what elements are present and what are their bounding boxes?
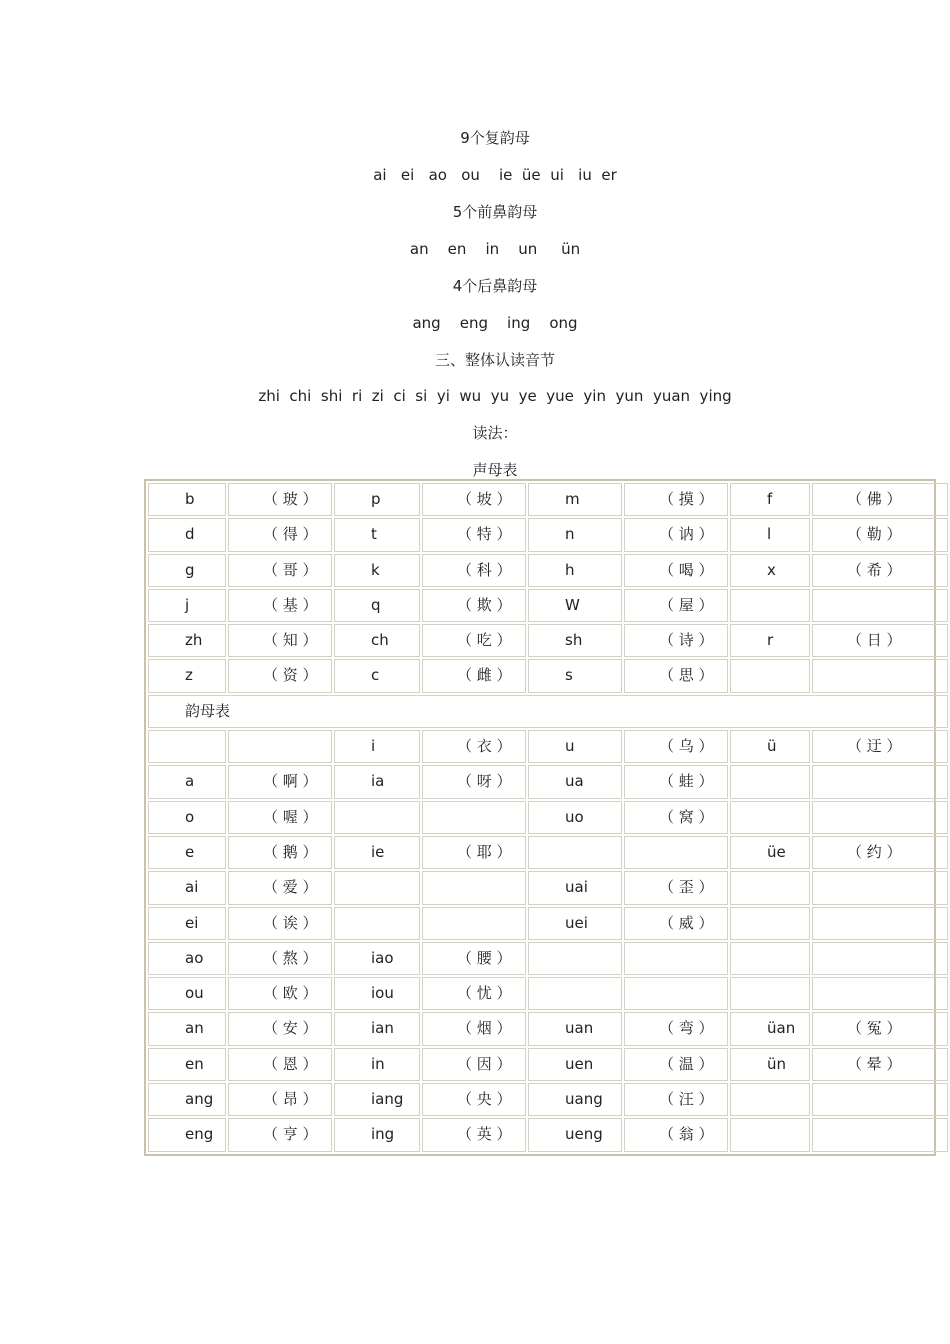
hanzi-cell: （ 欺 ） xyxy=(422,589,526,622)
hanzi-cell xyxy=(812,589,948,622)
table-row xyxy=(148,871,948,904)
yunmu-table-title: 韵母表 xyxy=(148,695,948,728)
hanzi-cell xyxy=(812,659,948,692)
hanzi-cell: （ 耶 ） xyxy=(422,836,526,869)
pinyin-cell: j xyxy=(148,589,226,622)
hanzi-cell: （ 勒 ） xyxy=(812,518,948,551)
hanzi-cell: （ 讷 ） xyxy=(624,518,728,551)
hanzi-cell: （ 忧 ） xyxy=(422,977,526,1010)
pinyin-cell: d xyxy=(148,518,226,551)
hanzi-cell: （ 温 ） xyxy=(624,1048,728,1081)
pinyin-cell: b xyxy=(148,483,226,516)
hanzi-cell xyxy=(422,907,526,940)
pinyin-cell: z xyxy=(148,659,226,692)
table-row xyxy=(148,977,948,1010)
pinyin-cell xyxy=(730,765,810,798)
pinyin-cell: l xyxy=(730,518,810,551)
table-row xyxy=(148,483,948,516)
pinyin-cell: ü xyxy=(730,730,810,763)
pinyin-cell: t xyxy=(334,518,420,551)
pinyin-cell: uo xyxy=(528,801,622,834)
table-row xyxy=(148,589,948,622)
heading-line: ai ei ao ou ie üe ui iu er xyxy=(373,166,617,184)
pinyin-cell xyxy=(334,907,420,940)
heading-line: 读法： xyxy=(472,424,518,442)
hanzi-cell: （ 恩 ） xyxy=(228,1048,332,1081)
pinyin-cell: ia xyxy=(334,765,420,798)
pinyin-cell: k xyxy=(334,554,420,587)
table-row xyxy=(148,907,948,940)
pinyin-cell: e xyxy=(148,836,226,869)
pinyin-cell: m xyxy=(528,483,622,516)
pinyin-cell: q xyxy=(334,589,420,622)
hanzi-cell: （ 摸 ） xyxy=(624,483,728,516)
table-row xyxy=(148,1083,948,1116)
hanzi-cell: （ 蛙 ） xyxy=(624,765,728,798)
heading-line: zhi chi shi ri zi ci si yi wu yu ye yue yin yun yuan ying xyxy=(258,387,732,405)
table-row xyxy=(148,942,948,975)
pinyin-cell: ün xyxy=(730,1048,810,1081)
pinyin-cell xyxy=(730,977,810,1010)
hanzi-cell: （ 哥 ） xyxy=(228,554,332,587)
hanzi-cell: （ 安 ） xyxy=(228,1012,332,1045)
hanzi-cell xyxy=(624,977,728,1010)
table-row xyxy=(148,1118,948,1151)
hanzi-cell: （ 威 ） xyxy=(624,907,728,940)
hanzi-cell xyxy=(624,942,728,975)
pinyin-cell xyxy=(528,836,622,869)
pinyin-cell: g xyxy=(148,554,226,587)
hanzi-cell: （ 翁 ） xyxy=(624,1118,728,1151)
pinyin-cell: i xyxy=(334,730,420,763)
pinyin-cell: p xyxy=(334,483,420,516)
pinyin-cell: zh xyxy=(148,624,226,657)
hanzi-cell xyxy=(812,765,948,798)
pinyin-cell: iang xyxy=(334,1083,420,1116)
hanzi-cell: （ 佛 ） xyxy=(812,483,948,516)
hanzi-cell: （ 吃 ） xyxy=(422,624,526,657)
hanzi-cell xyxy=(812,1118,948,1151)
pinyin-cell: uen xyxy=(528,1048,622,1081)
pinyin-cell: o xyxy=(148,801,226,834)
hanzi-cell: （ 弯 ） xyxy=(624,1012,728,1045)
pinyin-cell: sh xyxy=(528,624,622,657)
hanzi-cell xyxy=(812,801,948,834)
pinyin-cell: üe xyxy=(730,836,810,869)
hanzi-cell: （ 基 ） xyxy=(228,589,332,622)
hanzi-cell: （ 资 ） xyxy=(228,659,332,692)
pinyin-cell xyxy=(528,942,622,975)
hanzi-cell xyxy=(812,942,948,975)
hanzi-cell: （ 屋 ） xyxy=(624,589,728,622)
table-body xyxy=(148,483,948,1152)
pinyin-cell: f xyxy=(730,483,810,516)
pinyin-cell: ang xyxy=(148,1083,226,1116)
pinyin-cell: ou xyxy=(148,977,226,1010)
hanzi-cell xyxy=(422,801,526,834)
hanzi-cell xyxy=(228,730,332,763)
pinyin-cell: x xyxy=(730,554,810,587)
pinyin-cell: iou xyxy=(334,977,420,1010)
pinyin-cell: ua xyxy=(528,765,622,798)
pinyin-cell: h xyxy=(528,554,622,587)
pinyin-cell: üan xyxy=(730,1012,810,1045)
pinyin-cell: ian xyxy=(334,1012,420,1045)
pinyin-cell xyxy=(334,801,420,834)
hanzi-cell: （ 晕 ） xyxy=(812,1048,948,1081)
pinyin-cell xyxy=(730,589,810,622)
pinyin-cell: uan xyxy=(528,1012,622,1045)
heading-line: 9个复韵母 xyxy=(460,129,530,147)
pinyin-cell: uei xyxy=(528,907,622,940)
hanzi-cell: （ 坡 ） xyxy=(422,483,526,516)
heading-line: 三、整体认读音节 xyxy=(434,351,555,369)
hanzi-cell: （ 欧 ） xyxy=(228,977,332,1010)
heading-line: ang eng ing ong xyxy=(412,314,578,332)
hanzi-cell: （ 鹅 ） xyxy=(228,836,332,869)
pinyin-cell: uai xyxy=(528,871,622,904)
pinyin-cell: u xyxy=(528,730,622,763)
pinyin-cell: iao xyxy=(334,942,420,975)
table-row xyxy=(148,836,948,869)
pinyin-cell xyxy=(730,801,810,834)
heading-line: an en in un ün xyxy=(409,240,581,258)
pinyin-cell: ai xyxy=(148,871,226,904)
hanzi-cell: （ 汪 ） xyxy=(624,1083,728,1116)
heading-line: 5个前鼻韵母 xyxy=(452,203,538,221)
hanzi-cell: （ 得 ） xyxy=(228,518,332,551)
hanzi-cell: （ 知 ） xyxy=(228,624,332,657)
hanzi-cell: （ 英 ） xyxy=(422,1118,526,1151)
hanzi-cell: （ 亨 ） xyxy=(228,1118,332,1151)
table-row xyxy=(148,1048,948,1081)
hanzi-cell: （ 因 ） xyxy=(422,1048,526,1081)
pinyin-cell: a xyxy=(148,765,226,798)
hanzi-cell: （ 诶 ） xyxy=(228,907,332,940)
pinyin-cell xyxy=(730,907,810,940)
pinyin-cell: an xyxy=(148,1012,226,1045)
hanzi-cell: （ 腰 ） xyxy=(422,942,526,975)
hanzi-cell: （ 歪 ） xyxy=(624,871,728,904)
pinyin-cell: r xyxy=(730,624,810,657)
hanzi-cell: （ 熬 ） xyxy=(228,942,332,975)
table-row xyxy=(148,624,948,657)
hanzi-cell: （ 科 ） xyxy=(422,554,526,587)
pinyin-cell: ei xyxy=(148,907,226,940)
hanzi-cell: （ 啊 ） xyxy=(228,765,332,798)
table-row xyxy=(148,801,948,834)
pinyin-cell xyxy=(730,1118,810,1151)
hanzi-cell: （ 喔 ） xyxy=(228,801,332,834)
hanzi-cell xyxy=(812,977,948,1010)
hanzi-cell: （ 约 ） xyxy=(812,836,948,869)
hanzi-cell xyxy=(422,871,526,904)
hanzi-cell: （ 爱 ） xyxy=(228,871,332,904)
table-row xyxy=(148,659,948,692)
pinyin-cell: ch xyxy=(334,624,420,657)
pinyin-cell xyxy=(730,871,810,904)
table-row xyxy=(148,554,948,587)
pinyin-cell: s xyxy=(528,659,622,692)
pinyin-cell: n xyxy=(528,518,622,551)
pinyin-cell: W xyxy=(528,589,622,622)
hanzi-cell: （ 窝 ） xyxy=(624,801,728,834)
hanzi-cell: （ 央 ） xyxy=(422,1083,526,1116)
hanzi-cell: （ 希 ） xyxy=(812,554,948,587)
table-row xyxy=(148,1012,948,1045)
hanzi-cell: （ 喝 ） xyxy=(624,554,728,587)
hanzi-cell: （ 日 ） xyxy=(812,624,948,657)
pinyin-cell xyxy=(148,730,226,763)
pinyin-table xyxy=(144,479,936,1156)
pinyin-cell: ao xyxy=(148,942,226,975)
pinyin-cell: en xyxy=(148,1048,226,1081)
table-row xyxy=(148,765,948,798)
hanzi-cell: （ 昂 ） xyxy=(228,1083,332,1116)
hanzi-cell xyxy=(812,907,948,940)
hanzi-cell xyxy=(624,836,728,869)
pinyin-cell: ueng xyxy=(528,1118,622,1151)
hanzi-cell: （ 烟 ） xyxy=(422,1012,526,1045)
pinyin-cell: ing xyxy=(334,1118,420,1151)
pinyin-cell: in xyxy=(334,1048,420,1081)
pinyin-cell xyxy=(528,977,622,1010)
hanzi-cell: （ 玻 ） xyxy=(228,483,332,516)
hanzi-cell: （ 迂 ） xyxy=(812,730,948,763)
hanzi-cell: （ 呀 ） xyxy=(422,765,526,798)
pinyin-cell: c xyxy=(334,659,420,692)
pinyin-cell: eng xyxy=(148,1118,226,1151)
hanzi-cell: （ 冤 ） xyxy=(812,1012,948,1045)
heading-line: 声母表 xyxy=(472,461,518,479)
pinyin-cell xyxy=(730,1083,810,1116)
heading-line: 4个后鼻韵母 xyxy=(452,277,538,295)
hanzi-cell: （ 雌 ） xyxy=(422,659,526,692)
pinyin-cell: ie xyxy=(334,836,420,869)
hanzi-cell: （ 乌 ） xyxy=(624,730,728,763)
pinyin-cell xyxy=(334,871,420,904)
table-row xyxy=(148,695,948,728)
pinyin-cell xyxy=(730,942,810,975)
table-row xyxy=(148,518,948,551)
hanzi-cell xyxy=(812,871,948,904)
pinyin-cell: uang xyxy=(528,1083,622,1116)
hanzi-cell: （ 特 ） xyxy=(422,518,526,551)
pinyin-cell xyxy=(730,659,810,692)
hanzi-cell: （ 衣 ） xyxy=(422,730,526,763)
table-row xyxy=(148,730,948,763)
hanzi-cell xyxy=(812,1083,948,1116)
hanzi-cell: （ 诗 ） xyxy=(624,624,728,657)
hanzi-cell: （ 思 ） xyxy=(624,659,728,692)
